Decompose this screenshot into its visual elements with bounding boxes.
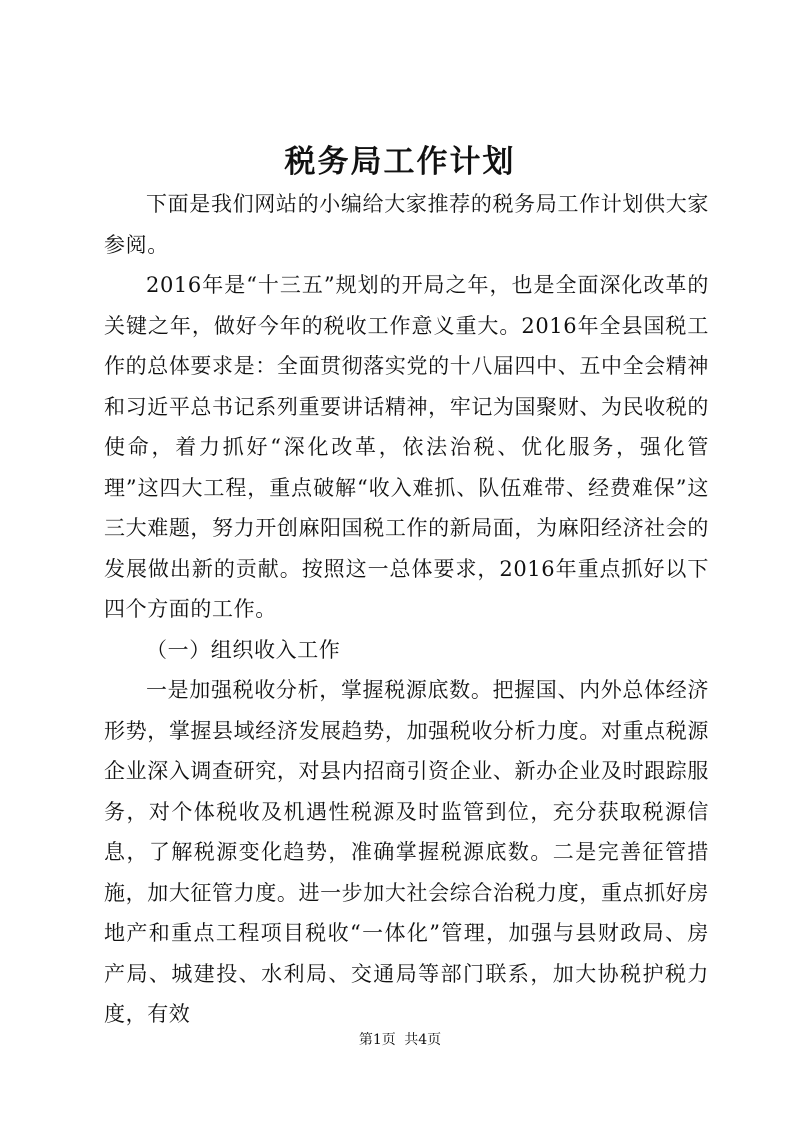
page-footer	[0, 1030, 800, 1050]
overview-paragraph: 2016年是“十三五”规划的开局之年，也是全面深化改革的关键之年，做好今年的税收工作意义重大。2016年全县国税工作的总体要求是：全面贯彻落实党的十八届四中、五中全会精神和习近平总书记系列重要讲话精神，牢记为国聚财、为民收税的使命，着力抓好“深化改革，依法治税、优化服务，强化管理”这四大工程，重点破解“收入难抓、队伍难带、经费难保”这三大难题，努力开创麻阳国税工作的新局面，为麻阳经济社会的发展做出新的贡献。按照这一总体要求，2016年重点抓好以下四个方面的工作。	[104, 273, 709, 621]
section-heading: （一）组织收入工作	[146, 637, 341, 662]
intro-paragraph: 下面是我们网站的小编给大家推荐的税务局工作计划供大家参阅。	[104, 192, 709, 257]
document-title: 税务局工作计划	[284, 144, 516, 180]
page-total: 共4页	[404, 1032, 442, 1048]
document-body	[104, 184, 709, 1035]
page-number: 第1页	[358, 1032, 396, 1048]
section-paragraph: 一是加强税收分析，掌握税源底数。把握国、内外总体经济形势，掌握县域经济发展趋势，加强税收分析力度。对重点税源企业深入调查研究，对县内招商引资企业、新办企业及时跟踪服务，对个体税收及机遇性税源及时监管到位，充分获取税源信息，了解税源变化趋势，准确掌握税源底数。二是完善征管措施，加大征管力度。进一步加大社会综合治税力度，重点抓好房地产和重点工程项目税收“一体化”管理，加强与县财政局、房产局、城建投、水利局、交通局等部门联系，加大协税护税力度，有效	[104, 678, 709, 1026]
